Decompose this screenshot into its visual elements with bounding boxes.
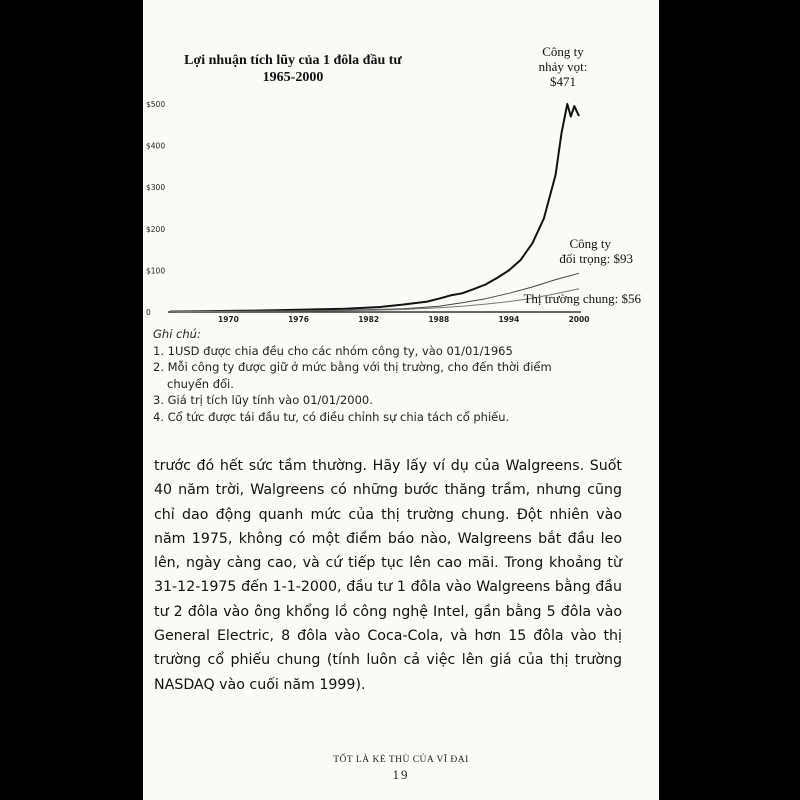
running-footer-title: TỐT LÀ KẺ THÙ CỦA VĨ ĐẠI: [333, 755, 469, 765]
annotation-leaping-company-line-1: Công ty: [542, 44, 584, 59]
x-tick-label: 1970: [217, 315, 239, 324]
y-tick-label: $400: [146, 141, 166, 151]
annotation-comparison-company-line-2: đối trọng: $93: [559, 251, 633, 266]
note-item-3: 3. Giá trị tích lũy tính vào 01/01/2000.: [153, 393, 373, 407]
annotation-leaping-company-line-2: nhảy vọt:: [538, 59, 588, 74]
series-line-1: [170, 104, 579, 312]
x-tick-label: 1988: [428, 315, 450, 324]
chart-title-line-2: 1965-2000: [262, 70, 324, 85]
body-paragraph: trước đó hết sức tầm thường. Hãy lấy ví dụ của Walgreens. Suốt 40 năm trời, Walgreens có những bước thăng trầm, nhưng cũng chỉ dao động quanh mức của thị trường chung. Đột nhiên vào năm 1975, không có một điềm báo nào, Walgreens bắt đầu leo lên, ngày càng cao, và cứ tiếp tục lên cao mãi. Trong khoảng từ 31-12-1975 đến 1-1-2000, đầu tư 1 đôla vào Walgreens bằng đầu tư 2 đôla vào ông khổng lồ công nghệ Intel, gần bằng 5 đôla vào General Electric, 8 đôla vào Coca-Cola, và hơn 15 đôla vào thị trường cổ phiếu chung (tính luôn cả việc lên giá của thị trường NASDAQ vào cuối năm 1999).: [154, 458, 622, 693]
x-tick-label: 1976: [288, 315, 309, 324]
annotation-general-market-line-1: Thị trường chung: $56: [523, 291, 641, 306]
y-tick-label: $200: [146, 224, 166, 234]
y-tick-label: $500: [146, 100, 166, 109]
note-item-1: 1. 1USD được chia đều cho các nhóm công ty, vào 01/01/1965: [153, 343, 513, 358]
y-tick-label: $100: [146, 266, 166, 276]
notes-label: Ghi chú:: [153, 327, 201, 341]
y-tick-label: 0: [146, 308, 151, 317]
note-item-2: 2. Mỗi công ty được giữ ở mức bằng với thị trường, cho đến thời điểm chuyển đổi.: [153, 360, 552, 391]
chart-notes: [153, 326, 593, 425]
page-number: 19: [392, 767, 410, 782]
annotation-general-market: [473, 291, 641, 306]
book-page: [143, 0, 659, 800]
chart-series: [170, 104, 579, 312]
annotation-leaping-company-line-3: $471: [550, 74, 576, 89]
chart-title-line-1: Lợi nhuận tích lũy của 1 đôla đầu tư: [184, 53, 402, 68]
x-tick-label: 1982: [358, 315, 380, 324]
annotation-leaping-company: [508, 44, 618, 89]
x-tick-label: 1994: [498, 315, 520, 324]
annotation-comparison-company-line-1: Công ty: [569, 236, 611, 251]
x-tick-label: 2000: [568, 315, 590, 324]
note-item-4: 4. Cổ tức được tái đầu tư, có điều chỉnh sự chia tách cổ phiếu.: [153, 409, 510, 424]
y-tick-label: $300: [146, 183, 166, 193]
annotation-comparison-company: [523, 236, 633, 266]
